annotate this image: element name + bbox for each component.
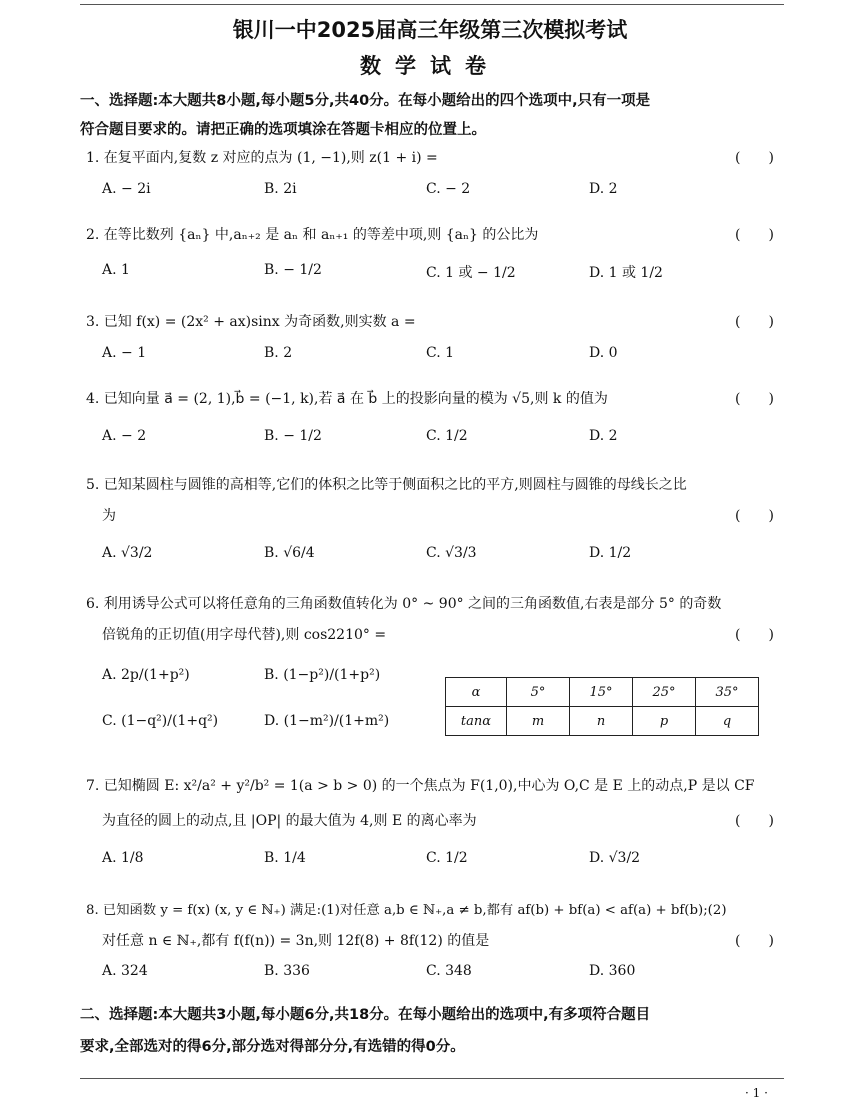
table-cell: tanα bbox=[446, 707, 507, 736]
q2-option-b: B. − 1/2 bbox=[264, 262, 322, 278]
q7-option-d: D. √3/2 bbox=[589, 850, 641, 866]
q6-option-a: A. 2p/(1+p²) bbox=[102, 667, 190, 683]
q8-answer-paren: ( ) bbox=[735, 933, 774, 949]
q8-option-b: B. 336 bbox=[264, 963, 310, 979]
table-row bbox=[446, 707, 759, 736]
table-cell: α bbox=[446, 678, 507, 707]
table-cell: 5° bbox=[507, 678, 570, 707]
table-row bbox=[446, 678, 759, 707]
q8-stem: 8. 已知函数 y = f(x) (x, y ∈ ℕ₊) 满足:(1)对任意 a,b ∈ ℕ₊,a ≠ b,都有 af(b) + bf(a) < af(a) + bf(b);(2) bbox=[86, 903, 727, 918]
q5-option-c: C. √3/3 bbox=[426, 545, 477, 561]
q2-option-a: A. 1 bbox=[102, 262, 130, 278]
table-cell: m bbox=[507, 707, 570, 736]
q5-option-a: A. √3/2 bbox=[102, 545, 153, 561]
q6-option-d: D. (1−m²)/(1+m²) bbox=[264, 713, 390, 729]
q8-option-c: C. 348 bbox=[426, 963, 472, 979]
q8-option-a: A. 324 bbox=[102, 963, 148, 979]
table-cell: 15° bbox=[570, 678, 633, 707]
q3-option-b: B. 2 bbox=[264, 345, 293, 361]
section2-line2: 要求,全部选对的得6分,部分选对得部分分,有选错的得0分。 bbox=[80, 1039, 465, 1055]
table-cell: q bbox=[696, 707, 759, 736]
q5-answer-paren: ( ) bbox=[735, 508, 774, 524]
top-rule bbox=[80, 4, 784, 5]
q7-option-c: C. 1/2 bbox=[426, 850, 468, 866]
table-cell: 35° bbox=[696, 678, 759, 707]
q8-option-d: D. 360 bbox=[589, 963, 636, 979]
q6-option-b: B. (1−p²)/(1+p²) bbox=[264, 667, 381, 683]
exam-subtitle: 数学试卷 bbox=[360, 54, 500, 78]
q5-stem-cont: 为 bbox=[102, 508, 116, 524]
q2-option-c: C. 1 或 − 1/2 bbox=[426, 265, 516, 281]
q4-option-a: A. − 2 bbox=[102, 428, 147, 444]
q3-option-c: C. 1 bbox=[426, 345, 455, 361]
q1-option-c: C. − 2 bbox=[426, 181, 471, 197]
q4-option-c: C. 1/2 bbox=[426, 428, 468, 444]
q4-option-b: B. − 1/2 bbox=[264, 428, 322, 444]
q7-option-a: A. 1/8 bbox=[102, 850, 144, 866]
q7-answer-paren: ( ) bbox=[735, 813, 774, 829]
q1-option-d: D. 2 bbox=[589, 181, 618, 197]
q3-option-d: D. 0 bbox=[589, 345, 618, 361]
q5-option-d: D. 1/2 bbox=[589, 545, 632, 561]
q6-stem-cont: 倍锐角的正切值(用字母代替),则 cos2210° = bbox=[102, 627, 387, 643]
q3-answer-paren: ( ) bbox=[735, 314, 774, 330]
q6-option-c: C. (1−q²)/(1+q²) bbox=[102, 713, 219, 729]
q4-stem: 4. 已知向量 a⃗ = (2, 1),b⃗ = (−1, k),若 a⃗ 在 b⃗ 上的投影向量的模为 √5,则 k 的值为 bbox=[86, 391, 608, 407]
q6-answer-paren: ( ) bbox=[735, 627, 774, 643]
q6-stem: 6. 利用诱导公式可以将任意角的三角函数值转化为 0° ~ 90° 之间的三角函数值,右表是部分 5° 的奇数 bbox=[86, 596, 722, 612]
q7-option-b: B. 1/4 bbox=[264, 850, 306, 866]
q8-stem-cont: 对任意 n ∈ ℕ₊,都有 f(f(n)) = 3n,则 12f(8) + 8f(12) 的值是 bbox=[102, 933, 490, 949]
q1-option-b: B. 2i bbox=[264, 181, 297, 197]
table-cell: n bbox=[570, 707, 633, 736]
q1-answer-paren: ( ) bbox=[735, 150, 774, 166]
q2-stem: 2. 在等比数列 {aₙ} 中,aₙ₊₂ 是 aₙ 和 aₙ₊₁ 的等差中项,则 {aₙ} 的公比为 bbox=[86, 227, 539, 243]
table-cell: p bbox=[633, 707, 696, 736]
section2-line1: 二、选择题:本大题共3小题,每小题6分,共18分。在每小题给出的选项中,有多项符合题目 bbox=[80, 1007, 651, 1023]
q2-option-d: D. 1 或 1/2 bbox=[589, 265, 663, 281]
exam-title: 银川一中2025届高三年级第三次模拟考试 bbox=[232, 18, 628, 42]
q3-stem: 3. 已知 f(x) = (2x² + ax)sinx 为奇函数,则实数 a = bbox=[86, 314, 416, 330]
section1-line1: 一、选择题:本大题共8小题,每小题5分,共40分。在每小题给出的四个选项中,只有一项是 bbox=[80, 93, 651, 109]
q7-stem-cont: 为直径的圆上的动点,且 |OP| 的最大值为 4,则 E 的离心率为 bbox=[102, 813, 477, 829]
page-number: · 1 · bbox=[745, 1086, 768, 1100]
bottom-rule bbox=[80, 1078, 784, 1079]
q4-option-d: D. 2 bbox=[589, 428, 618, 444]
q3-option-a: A. − 1 bbox=[102, 345, 147, 361]
q1-stem: 1. 在复平面内,复数 z 对应的点为 (1, −1),则 z(1 + i) = bbox=[86, 150, 438, 166]
q2-answer-paren: ( ) bbox=[735, 227, 774, 243]
q5-stem: 5. 已知某圆柱与圆锥的高相等,它们的体积之比等于侧面积之比的平方,则圆柱与圆锥的母线长之比 bbox=[86, 477, 687, 493]
tangent-table bbox=[445, 677, 759, 736]
q7-stem: 7. 已知椭圆 E: x²/a² + y²/b² = 1(a > b > 0) 的一个焦点为 F(1,0),中心为 O,C 是 E 上的动点,P 是以 CF bbox=[86, 778, 755, 794]
table-cell: 25° bbox=[633, 678, 696, 707]
q5-option-b: B. √6/4 bbox=[264, 545, 315, 561]
q1-option-a: A. − 2i bbox=[102, 181, 151, 197]
q4-answer-paren: ( ) bbox=[735, 391, 774, 407]
section1-line2: 符合题目要求的。请把正确的选项填涂在答题卡相应的位置上。 bbox=[80, 122, 486, 138]
